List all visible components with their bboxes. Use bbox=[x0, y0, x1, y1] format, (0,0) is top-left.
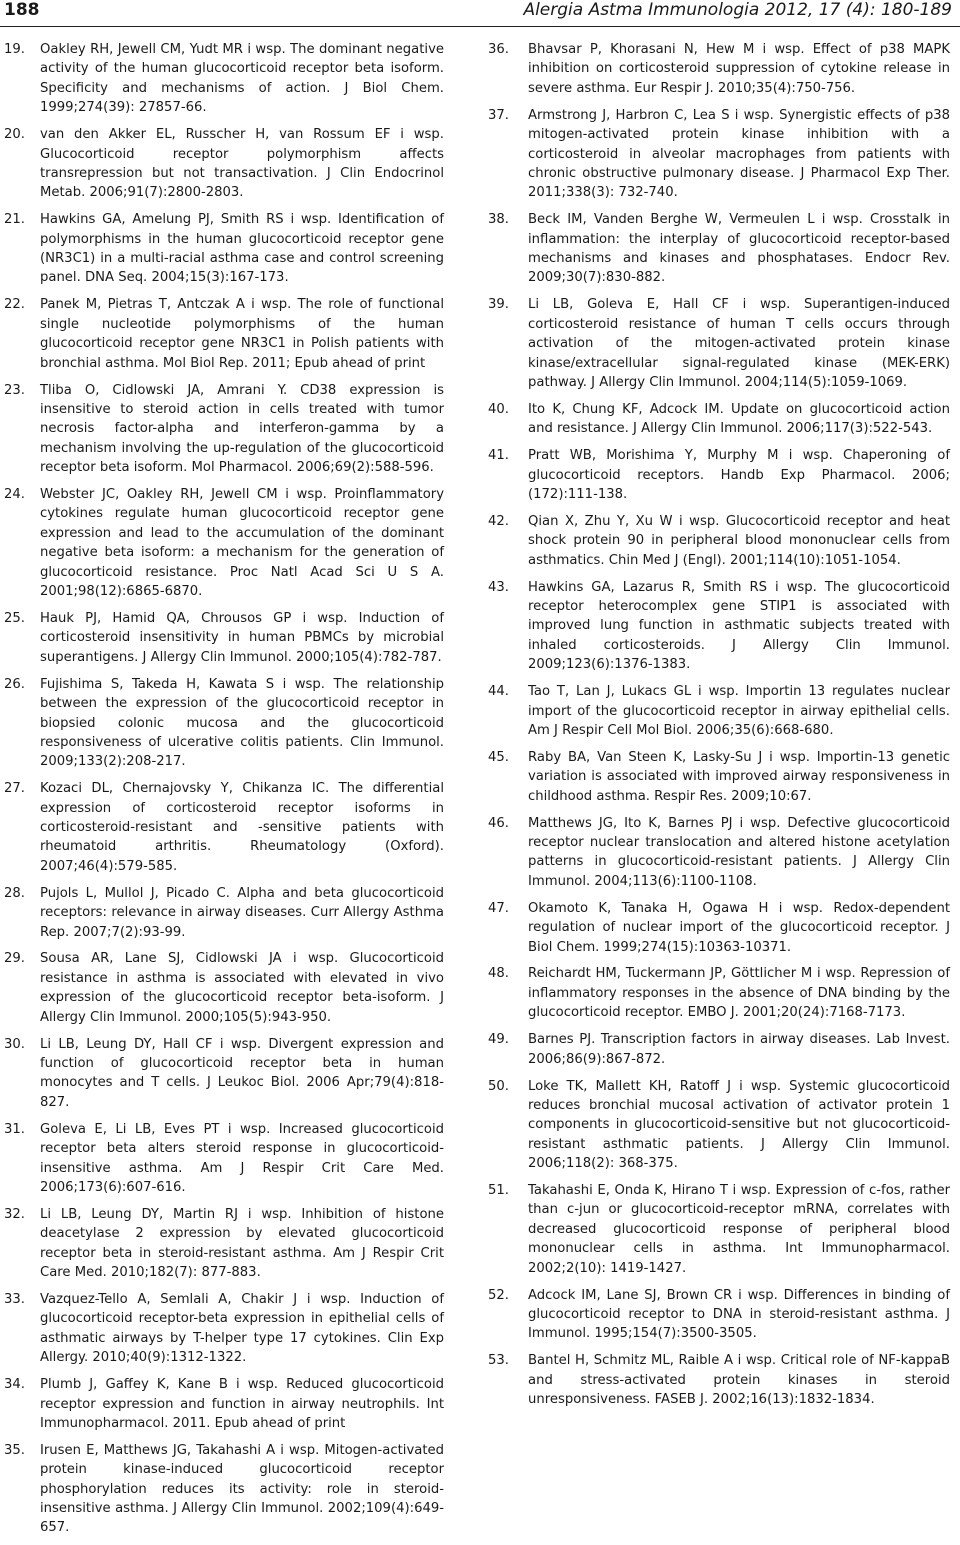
reference-number: 26. bbox=[4, 676, 25, 692]
reference-number: 41. bbox=[488, 448, 509, 464]
reference-item bbox=[488, 814, 950, 892]
reference-item bbox=[4, 295, 444, 373]
reference-text: Reichardt HM, Tuckermann JP, Göttlicher M i wsp. Repression of inflammatory responses in the absence of DNA binding by the glucocorticoid receptor. EMBO J. 2001;20(24):7168-7173. bbox=[528, 966, 950, 1021]
reference-item bbox=[488, 512, 950, 570]
reference-item bbox=[488, 106, 950, 203]
reference-number: 38. bbox=[488, 212, 509, 228]
reference-number: 29. bbox=[4, 951, 25, 967]
reference-number: 22. bbox=[4, 297, 25, 313]
reference-number: 50. bbox=[488, 1078, 509, 1094]
reference-number: 25. bbox=[4, 610, 25, 626]
reference-number: 48. bbox=[488, 966, 509, 982]
reference-item bbox=[4, 1441, 444, 1538]
reference-text: Panek M, Pietras T, Antczak A i wsp. The role of functional single nucleotide polymorphisms of the human glucocorticoid receptor gene NR3C1 in Polish patients with bronchial asthma. Mol Biol Rep. 2011; Epub ahead of print bbox=[40, 297, 444, 371]
reference-item bbox=[488, 1351, 950, 1409]
reference-number: 40. bbox=[488, 401, 509, 417]
reference-item bbox=[4, 675, 444, 772]
reference-text: Tao T, Lan J, Lukacs GL i wsp. Importin 13 regulates nuclear import of the glucocorticoid receptor in airway epithelial cells. Am J Respir Cell Mol Biol. 2006;35(6):668-680. bbox=[528, 684, 950, 738]
reference-item bbox=[488, 578, 950, 675]
reference-text: Hawkins GA, Lazarus R, Smith RS i wsp. The glucocorticoid receptor heterocomplex gene STIP1 is associated with improved lung function in asthmatic subjects treated with inhaled corticosteroids. J Allergy Clin Immunol. 2009;123(6):1376-1383. bbox=[528, 579, 950, 673]
reference-number: 53. bbox=[488, 1353, 509, 1369]
reference-text: Webster JC, Oakley RH, Jewell CM i wsp. Proinflammatory cytokines regulate human glucocorticoid receptor gene expression and lead to the accumulation of the dominant negative beta isoform: a mechanism for the generation of glucocorticoid resistance. Proc Natl Acad Sci U S A. 2001;98(12):6865-6870. bbox=[40, 487, 444, 600]
reference-number: 21. bbox=[4, 212, 25, 228]
reference-number: 42. bbox=[488, 513, 509, 529]
reference-number: 43. bbox=[488, 579, 509, 595]
reference-text: van den Akker EL, Russcher H, van Rossum EF i wsp. Glucocorticoid receptor polymorphism affects transrepression but not transactivation. J Clin Endocrinol Metab. 2006;91(7):2800-2803. bbox=[40, 127, 444, 201]
reference-text: Li LB, Goleva E, Hall CF i wsp. Superantigen-induced corticosteroid resistance of human T cells occurs through activation of the mitogen-activated protein kinase kinase/extracellular signal-regulated kinase (MEK-ERK) pathway. J Allergy Clin Immunol. 2004;114(5):1059-1069. bbox=[528, 297, 950, 390]
reference-item bbox=[488, 1030, 950, 1069]
reference-text: Loke TK, Mallett KH, Ratoff J i wsp. Systemic glucocorticoid reduces bronchial mucosal activation of activator protein 1 components in glucocorticoid-sensitive but not glucocorticoid-resistant asthmatic patients. J Allergy Clin Immunol. 2006;118(2): 368-375. bbox=[528, 1078, 950, 1172]
reference-text: Takahashi E, Onda K, Hirano T i wsp. Expression of c-fos, rather than c-jun or glucocorticoid-receptor mRNA, correlates with decreased glucocorticoid response of peripheral blood mononuclear cells in asthma. Int Immunopharmacol. 2002;2(10): 1419-1427. bbox=[528, 1183, 950, 1276]
reference-number: 35. bbox=[4, 1442, 25, 1458]
reference-item bbox=[488, 899, 950, 957]
reference-number: 37. bbox=[488, 107, 509, 123]
reference-item bbox=[488, 964, 950, 1022]
reference-item bbox=[4, 1205, 444, 1283]
reference-number: 44. bbox=[488, 684, 509, 700]
reference-number: 34. bbox=[4, 1377, 25, 1393]
reference-text: Bantel H, Schmitz ML, Raible A i wsp. Critical role of NF-kappaB and stress-activated protein kinases in steroid unresponsiveness. FASEB J. 2002;16(13):1832-1834. bbox=[528, 1353, 950, 1408]
reference-item bbox=[4, 210, 444, 288]
reference-item bbox=[488, 748, 950, 806]
reference-text: Plumb J, Gaffey K, Kane B i wsp. Reduced glucocorticoid receptor expression and function in airway neutrophils. Int Immunopharmacol. 2011. Epub ahead of print bbox=[40, 1377, 444, 1431]
reference-text: Bhavsar P, Khorasani N, Hew M i wsp. Effect of p38 MAPK inhibition on corticosteroid suppression of cytokine release in severe asthma. Eur Respir J. 2010;35(4):750-756. bbox=[528, 42, 950, 96]
reference-number: 36. bbox=[488, 42, 509, 57]
reference-item bbox=[4, 884, 444, 942]
reference-item bbox=[4, 1290, 444, 1368]
reference-text: Pratt WB, Morishima Y, Murphy M i wsp. Chaperoning of glucocorticoid receptors. Handb Exp Pharmacol. 2006;(172):111-138. bbox=[528, 448, 950, 503]
reference-item bbox=[488, 400, 950, 439]
reference-item bbox=[4, 1375, 444, 1433]
reference-text: Qian X, Zhu Y, Xu W i wsp. Glucocorticoid receptor and heat shock protein 90 in peripheral blood mononuclear cells from asthmatics. Chin Med J (Engl). 2001;114(10):1051-1054. bbox=[528, 513, 950, 568]
reference-text: Sousa AR, Lane SJ, Cidlowski JA i wsp. Glucocorticoid resistance in asthma is associated with elevated in vivo expression of the glucocorticoid receptor beta-isoform. J Allergy Clin Immunol. 2000;105(5):943-950. bbox=[40, 951, 444, 1025]
page-header bbox=[0, 0, 960, 27]
reference-text: Oakley RH, Jewell CM, Yudt MR i wsp. The dominant negative activity of the human glucocorticoid receptor beta isoform. Specificity and mechanisms of action. J Biol Chem. 1999;274(39): 27857-66. bbox=[40, 42, 444, 116]
reference-text: Armstrong J, Harbron C, Lea S i wsp. Synergistic effects of p38 mitogen-activated protein kinase inhibition with a corticosteroid in alveolar macrophages from patients with chronic obstructive pulmonary disease. J Pharmacol Exp Ther. 2011;338(3): 732-740. bbox=[528, 107, 950, 201]
reference-text: Matthews JG, Ito K, Barnes PJ i wsp. Defective glucocorticoid receptor nuclear translocation and altered histone acetylation patterns in glucocorticoid-resistant patients. J Allergy Clin Immunol. 2004;113(6):1100-1108. bbox=[528, 815, 950, 889]
reference-number: 46. bbox=[488, 815, 509, 831]
reference-number: 52. bbox=[488, 1287, 509, 1303]
reference-column-left bbox=[4, 40, 444, 1545]
reference-text: Fujishima S, Takeda H, Kawata S i wsp. The relationship between the expression of the glucocorticoid receptor in biopsied colonic mucosa and the glucocorticoid responsiveness of ulcerative colitis patients. Clin Immunol. 2009;133(2):208-217. bbox=[40, 676, 444, 770]
reference-item bbox=[488, 210, 950, 288]
reference-text: Irusen E, Matthews JG, Takahashi A i wsp. Mitogen-activated protein kinase-induced glucocorticoid receptor phosphorylation reduces its activity: role in steroid-insensitive asthma. J Allergy Clin Immunol. 2002;109(4):649-657. bbox=[40, 1442, 444, 1536]
reference-number: 45. bbox=[488, 749, 509, 765]
reference-number: 24. bbox=[4, 487, 25, 503]
reference-number: 33. bbox=[4, 1291, 25, 1307]
reference-item bbox=[488, 1286, 950, 1344]
reference-item bbox=[488, 40, 950, 98]
reference-item bbox=[488, 1181, 950, 1278]
reference-text: Goleva E, Li LB, Eves PT i wsp. Increased glucocorticoid receptor beta alters steroid response in glucocorticoid-insensitive asthma. Am J Respir Crit Care Med. 2006;173(6):607-616. bbox=[40, 1121, 444, 1195]
reference-text: Li LB, Leung DY, Martin RJ i wsp. Inhibition of histone deacetylase 2 expression by elevated glucocorticoid receptor beta in steroid-resistant asthma. Am J Respir Crit Care Med. 2010;182(7): 877-883. bbox=[40, 1206, 444, 1281]
reference-text: Li LB, Leung DY, Hall CF i wsp. Divergent expression and function of glucocorticoid receptor beta in human monocytes and T cells. J Leukoc Biol. 2006 Apr;79(4):818-827. bbox=[40, 1036, 444, 1110]
reference-number: 19. bbox=[4, 42, 25, 57]
reference-text: Beck IM, Vanden Berghe W, Vermeulen L i wsp. Crosstalk in inflammation: the interplay of glucocorticoid receptor-based mechanisms and kinases and phosphatases. Endocr Rev. 2009;30(7):830-882. bbox=[528, 212, 950, 286]
reference-item bbox=[4, 125, 444, 203]
reference-number: 32. bbox=[4, 1206, 25, 1222]
reference-number: 27. bbox=[4, 781, 25, 797]
reference-text: Pujols L, Mullol J, Picado C. Alpha and beta glucocorticoid receptors: relevance in airway diseases. Curr Allergy Asthma Rep. 2007;7(2):93-99. bbox=[40, 885, 444, 940]
reference-item bbox=[4, 609, 444, 667]
reference-text: Hawkins GA, Amelung PJ, Smith RS i wsp. Identification of polymorphisms in the human glucocorticoid receptor gene (NR3C1) in a multi-racial asthma case and control screening panel. DNA Seq. 2004;15(3):167-173. bbox=[40, 212, 444, 286]
reference-text: Raby BA, Van Steen K, Lasky-Su J i wsp. Importin-13 genetic variation is associated with improved airway responsiveness in childhood asthma. Respir Res. 2009;10:67. bbox=[528, 749, 950, 804]
reference-text: Vazquez-Tello A, Semlali A, Chakir J i wsp. Induction of glucocorticoid receptor-beta expression in epithelial cells of asthmatic airways by T-helper type 17 cytokines. Clin Exp Allergy. 2010;40(9):1312-1322. bbox=[40, 1291, 444, 1366]
page-number: 188 bbox=[4, 0, 40, 20]
reference-text: Hauk PJ, Hamid QA, Chrousos GP i wsp. Induction of corticosteroid insensitivity in human PBMCs by microbial superantigens. J Allergy Clin Immunol. 2000;105(4):782-787. bbox=[40, 610, 444, 665]
reference-text: Barnes PJ. Transcription factors in airway diseases. Lab Invest. 2006;86(9):867-872. bbox=[528, 1032, 950, 1067]
reference-text: Kozaci DL, Chernajovsky Y, Chikanza IC. The differential expression of corticosteroid receptor isoforms in corticosteroid-resistant and -sensitive patients with rheumatoid arthritis. Rheumatology (Oxford). 2007;46(4):579-585. bbox=[40, 781, 444, 874]
reference-number: 30. bbox=[4, 1036, 25, 1052]
reference-text: Tliba O, Cidlowski JA, Amrani Y. CD38 expression is insensitive to steroid action in cells treated with tumor necrosis factor-alpha and interferon-gamma by a mechanism involving the up-regulation of the glucocorticoid receptor beta isoform. Mol Pharmacol. 2006;69(2):588-596. bbox=[40, 382, 444, 476]
reference-item bbox=[4, 485, 444, 601]
reference-item bbox=[488, 682, 950, 740]
reference-number: 28. bbox=[4, 885, 25, 901]
reference-item bbox=[4, 381, 444, 478]
reference-column-right bbox=[488, 40, 950, 1417]
reference-number: 49. bbox=[488, 1032, 509, 1048]
reference-item bbox=[488, 1077, 950, 1174]
journal-title: Alergia Astma Immunologia 2012, 17 (4): 180-189 bbox=[523, 0, 952, 20]
reference-text: Okamoto K, Tanaka H, Ogawa H i wsp. Redox-dependent regulation of nuclear import of the glucocorticoid receptor. J Biol Chem. 1999;274(15):10363-10371. bbox=[528, 900, 950, 955]
reference-number: 51. bbox=[488, 1183, 509, 1199]
reference-item bbox=[488, 295, 950, 392]
reference-item bbox=[4, 1120, 444, 1198]
reference-text: Ito K, Chung KF, Adcock IM. Update on glucocorticoid action and resistance. J Allergy Clin Immunol. 2006;117(3):522-543. bbox=[528, 401, 950, 437]
reference-item bbox=[4, 40, 444, 118]
reference-number: 31. bbox=[4, 1121, 25, 1137]
reference-number: 39. bbox=[488, 297, 509, 313]
reference-text: Adcock IM, Lane SJ, Brown CR i wsp. Differences in binding of glucocorticoid receptor to DNA in steroid-resistant asthma. J Immunol. 1995;154(7):3500-3505. bbox=[528, 1287, 950, 1342]
reference-item bbox=[4, 1035, 444, 1113]
reference-number: 23. bbox=[4, 382, 25, 398]
reference-number: 47. bbox=[488, 900, 509, 916]
reference-item bbox=[488, 446, 950, 504]
reference-number: 20. bbox=[4, 127, 25, 143]
reference-item bbox=[4, 779, 444, 876]
reference-item bbox=[4, 949, 444, 1027]
